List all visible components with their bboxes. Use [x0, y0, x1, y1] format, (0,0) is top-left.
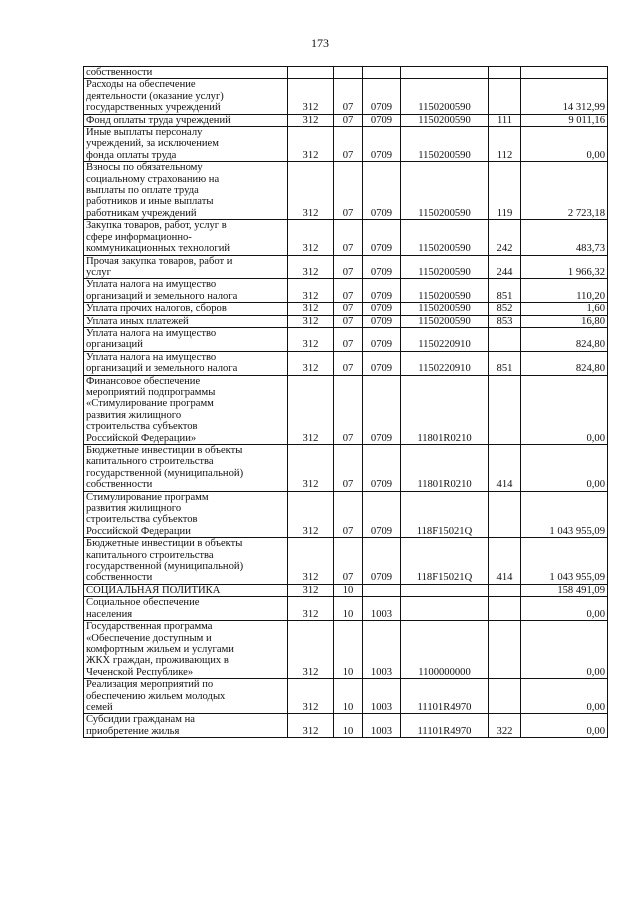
target-article-cell: 11801R0210	[401, 445, 489, 492]
table-row	[84, 491, 608, 538]
item-name-cell: Уплата прочих налогов, сборов	[84, 303, 288, 315]
subsection-code-cell: 0709	[363, 127, 401, 162]
amount-cell: 824,80	[521, 327, 608, 351]
table-row	[84, 127, 608, 162]
target-article-cell	[401, 67, 489, 79]
item-name-cell: Финансовое обеспечение мероприятий подпрограммы «Стимулирование программ развития жилищного строительства субъектов Российской Федерации»	[84, 375, 288, 444]
amount-cell: 0,00	[521, 597, 608, 621]
item-name-cell: Взносы по обязательному социальному страхованию на выплаты по оплате труда работников и иные выплаты работникам учреждений	[84, 162, 288, 220]
ministry-code-cell: 312	[288, 714, 334, 738]
page-number: 173	[311, 36, 329, 50]
amount-cell: 824,80	[521, 351, 608, 375]
ministry-code-cell: 312	[288, 220, 334, 255]
target-article-cell: 1100000000	[401, 621, 489, 679]
subsection-code-cell: 0709	[363, 303, 401, 315]
item-name-cell: Бюджетные инвестиции в объекты капитального строительства государственной (муниципальной) собственности	[84, 538, 288, 585]
table-row	[84, 679, 608, 714]
amount-cell: 110,20	[521, 279, 608, 303]
amount-cell	[521, 67, 608, 79]
subsection-code-cell: 0709	[363, 79, 401, 114]
section-code-cell: 07	[334, 79, 363, 114]
table-row	[84, 220, 608, 255]
ministry-code-cell: 312	[288, 114, 334, 126]
ministry-code-cell: 312	[288, 162, 334, 220]
subsection-code-cell: 0709	[363, 375, 401, 444]
expense-type-cell: 853	[489, 315, 521, 327]
section-code-cell: 07	[334, 315, 363, 327]
table-row	[84, 79, 608, 114]
subsection-code-cell: 0709	[363, 255, 401, 279]
subsection-code-cell: 1003	[363, 679, 401, 714]
section-code-cell	[334, 67, 363, 79]
expense-type-cell	[489, 375, 521, 444]
item-name-cell: СОЦИАЛЬНАЯ ПОЛИТИКА	[84, 584, 288, 596]
table-row	[84, 315, 608, 327]
item-name-cell: Закупка товаров, работ, услуг в сфере информационно- коммуникационных технологий	[84, 220, 288, 255]
ministry-code-cell: 312	[288, 597, 334, 621]
amount-cell: 0,00	[521, 127, 608, 162]
section-code-cell: 07	[334, 114, 363, 126]
ministry-code-cell: 312	[288, 255, 334, 279]
ministry-code-cell: 312	[288, 621, 334, 679]
expense-type-cell: 414	[489, 445, 521, 492]
table-row	[84, 279, 608, 303]
target-article-cell: 1150200590	[401, 127, 489, 162]
target-article-cell: 118F15021Q	[401, 538, 489, 585]
target-article-cell: 1150200590	[401, 315, 489, 327]
ministry-code-cell: 312	[288, 279, 334, 303]
expense-type-cell	[489, 79, 521, 114]
ministry-code-cell: 312	[288, 538, 334, 585]
item-name-cell: Уплата налога на имущество организаций и земельного налога	[84, 351, 288, 375]
section-code-cell: 07	[334, 375, 363, 444]
ministry-code-cell: 312	[288, 445, 334, 492]
ministry-code-cell	[288, 67, 334, 79]
subsection-code-cell: 0709	[363, 220, 401, 255]
table-row	[84, 114, 608, 126]
subsection-code-cell	[363, 67, 401, 79]
section-code-cell: 07	[334, 162, 363, 220]
table-body	[84, 67, 608, 738]
table-row	[84, 597, 608, 621]
table-row	[84, 303, 608, 315]
ministry-code-cell: 312	[288, 327, 334, 351]
item-name-cell: Стимулирование программ развития жилищного строительства субъектов Российской Федерации	[84, 491, 288, 538]
section-code-cell: 10	[334, 714, 363, 738]
section-code-cell: 10	[334, 621, 363, 679]
amount-cell: 0,00	[521, 679, 608, 714]
amount-cell: 0,00	[521, 445, 608, 492]
subsection-code-cell: 0709	[363, 491, 401, 538]
expense-type-cell	[489, 67, 521, 79]
expense-type-cell: 242	[489, 220, 521, 255]
table-row	[84, 67, 608, 79]
subsection-code-cell: 0709	[363, 114, 401, 126]
amount-cell: 0,00	[521, 714, 608, 738]
item-name-cell: Государственная программа «Обеспечение доступным и комфортным жильем и услугами ЖКХ граждан, проживающих в Чеченской Республике»	[84, 621, 288, 679]
target-article-cell: 1150200590	[401, 220, 489, 255]
target-article-cell: 1150220910	[401, 327, 489, 351]
expense-type-cell: 244	[489, 255, 521, 279]
table-row	[84, 327, 608, 351]
table-row	[84, 714, 608, 738]
item-name-cell: Прочая закупка товаров, работ и услуг	[84, 255, 288, 279]
target-article-cell: 1150200590	[401, 303, 489, 315]
amount-cell: 2 723,18	[521, 162, 608, 220]
target-article-cell: 1150200590	[401, 162, 489, 220]
section-code-cell: 07	[334, 255, 363, 279]
amount-cell: 0,00	[521, 621, 608, 679]
budget-table	[83, 66, 608, 738]
expense-type-cell: 414	[489, 538, 521, 585]
subsection-code-cell: 0709	[363, 279, 401, 303]
amount-cell: 14 312,99	[521, 79, 608, 114]
amount-cell: 16,80	[521, 315, 608, 327]
expense-type-cell: 322	[489, 714, 521, 738]
item-name-cell: Реализация мероприятий по обеспечению жильем молодых семей	[84, 679, 288, 714]
expense-type-cell	[489, 597, 521, 621]
subsection-code-cell: 0709	[363, 315, 401, 327]
amount-cell: 1,60	[521, 303, 608, 315]
section-code-cell: 10	[334, 584, 363, 596]
section-code-cell: 07	[334, 220, 363, 255]
expense-type-cell	[489, 584, 521, 596]
target-article-cell: 1150220910	[401, 351, 489, 375]
expense-type-cell: 112	[489, 127, 521, 162]
table-row	[84, 538, 608, 585]
section-code-cell: 07	[334, 491, 363, 538]
target-article-cell	[401, 584, 489, 596]
subsection-code-cell: 1003	[363, 714, 401, 738]
ministry-code-cell: 312	[288, 584, 334, 596]
subsection-code-cell: 1003	[363, 621, 401, 679]
amount-cell: 1 043 955,09	[521, 538, 608, 585]
expense-type-cell: 111	[489, 114, 521, 126]
section-code-cell: 07	[334, 445, 363, 492]
subsection-code-cell: 0709	[363, 327, 401, 351]
section-code-cell: 10	[334, 597, 363, 621]
amount-cell: 1 043 955,09	[521, 491, 608, 538]
ministry-code-cell: 312	[288, 679, 334, 714]
item-name-cell: Иные выплаты персоналу учреждений, за исключением фонда оплаты труда	[84, 127, 288, 162]
section-code-cell: 07	[334, 538, 363, 585]
expense-type-cell: 851	[489, 351, 521, 375]
expense-type-cell	[489, 679, 521, 714]
subsection-code-cell: 1003	[363, 597, 401, 621]
item-name-cell: Уплата налога на имущество организаций	[84, 327, 288, 351]
target-article-cell	[401, 597, 489, 621]
subsection-code-cell: 0709	[363, 445, 401, 492]
expense-type-cell: 851	[489, 279, 521, 303]
ministry-code-cell: 312	[288, 79, 334, 114]
table-row	[84, 445, 608, 492]
amount-cell: 9 011,16	[521, 114, 608, 126]
section-code-cell: 10	[334, 679, 363, 714]
expense-type-cell: 852	[489, 303, 521, 315]
section-code-cell: 07	[334, 351, 363, 375]
subsection-code-cell: 0709	[363, 162, 401, 220]
target-article-cell: 11101R4970	[401, 714, 489, 738]
item-name-cell: Расходы на обеспечение деятельности (оказание услуг) государственных учреждений	[84, 79, 288, 114]
ministry-code-cell: 312	[288, 315, 334, 327]
target-article-cell: 118F15021Q	[401, 491, 489, 538]
target-article-cell: 11801R0210	[401, 375, 489, 444]
subsection-code-cell: 0709	[363, 351, 401, 375]
ministry-code-cell: 312	[288, 127, 334, 162]
item-name-cell: собственности	[84, 67, 288, 79]
item-name-cell: Фонд оплаты труда учреждений	[84, 114, 288, 126]
expense-type-cell	[489, 491, 521, 538]
amount-cell: 1 966,32	[521, 255, 608, 279]
item-name-cell: Субсидии гражданам на приобретение жилья	[84, 714, 288, 738]
amount-cell: 0,00	[521, 375, 608, 444]
subsection-code-cell: 0709	[363, 538, 401, 585]
amount-cell: 158 491,09	[521, 584, 608, 596]
section-code-cell: 07	[334, 279, 363, 303]
table-row	[84, 621, 608, 679]
expense-type-cell	[489, 327, 521, 351]
section-code-cell: 07	[334, 327, 363, 351]
ministry-code-cell: 312	[288, 303, 334, 315]
amount-cell: 483,73	[521, 220, 608, 255]
target-article-cell: 1150200590	[401, 255, 489, 279]
table-row	[84, 584, 608, 596]
subsection-code-cell	[363, 584, 401, 596]
table-row	[84, 351, 608, 375]
section-code-cell: 07	[334, 303, 363, 315]
item-name-cell: Уплата иных платежей	[84, 315, 288, 327]
target-article-cell: 1150200590	[401, 114, 489, 126]
expense-type-cell	[489, 621, 521, 679]
table-row	[84, 255, 608, 279]
target-article-cell: 1150200590	[401, 79, 489, 114]
ministry-code-cell: 312	[288, 491, 334, 538]
table-row	[84, 375, 608, 444]
ministry-code-cell: 312	[288, 351, 334, 375]
target-article-cell: 1150200590	[401, 279, 489, 303]
section-code-cell: 07	[334, 127, 363, 162]
item-name-cell: Социальное обеспечение населения	[84, 597, 288, 621]
ministry-code-cell: 312	[288, 375, 334, 444]
expense-type-cell: 119	[489, 162, 521, 220]
item-name-cell: Уплата налога на имущество организаций и земельного налога	[84, 279, 288, 303]
item-name-cell: Бюджетные инвестиции в объекты капитального строительства государственной (муниципальной) собственности	[84, 445, 288, 492]
table-row	[84, 162, 608, 220]
target-article-cell: 11101R4970	[401, 679, 489, 714]
